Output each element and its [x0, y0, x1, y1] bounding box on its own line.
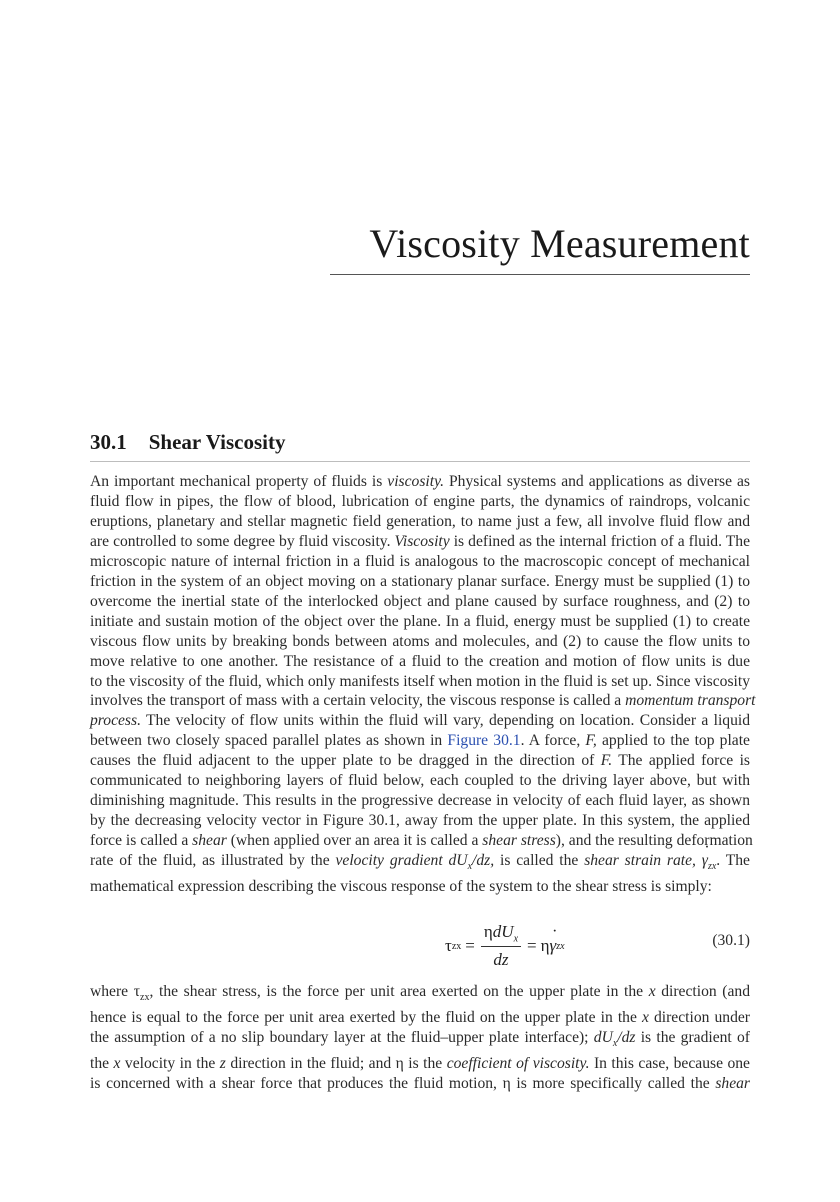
equation-30-1: [90, 918, 750, 968]
text-line: move relative to one another. The resistance of a fluid to the creation and motion of flow units is due: [90, 652, 750, 670]
figure-link[interactable]: Figure 30.1: [447, 732, 521, 750]
text-line: An important mechanical property of fluids is viscosity. Physical systems and applications as diverse as: [90, 473, 750, 490]
text-line: involves the transport of mass with a certain velocity, the viscous response is called a momentum transport: [90, 692, 756, 710]
text-line: causes the fluid adjacent to the upper plate to be dragged in the direction of F. The applied force is: [90, 752, 750, 770]
section-number: 30.1: [90, 430, 127, 454]
equation-number: (30.1): [712, 932, 750, 949]
text-line: microscopic nature of internal friction in a fluid is analogous to the macroscopic concept of mechanical: [90, 552, 750, 570]
equation-fraction: $\frac{\eta dU_x}{dz}$: [481, 922, 521, 970]
text-line: mathematical expression describing the viscous response of the system to the shear stress is simply:: [90, 878, 712, 896]
text-line: process. The velocity of flow units within the fluid will vary, depending on location. Consider a liquid: [90, 712, 750, 730]
text-line: diminishing magnitude. This results in the progressive decrease in velocity of each fluid layer, as shown: [90, 792, 750, 810]
equation-body: τ zx = $\frac{\eta dU_x}{dz}$ = η · γ zx: [445, 922, 565, 970]
section-rule: [90, 461, 750, 462]
chapter-title: Viscosity Measurement: [369, 221, 750, 266]
text-line: friction in the system of an object moving on a stationary planar surface. Energy must be supplied (1) to: [90, 572, 750, 590]
text-line: is concerned with a shear force that produces the fluid motion, η is more specifically called the shear: [90, 1075, 750, 1093]
body-paragraph-1: [90, 472, 756, 897]
body-paragraph-2: [90, 982, 750, 1094]
text-line: rate of the fluid, as illustrated by the velocity gradient $dU_x/dz$, is called the shear strain rate, · $\gamma_{zx}$. The: [90, 851, 750, 877]
text-line: are controlled to some degree by fluid viscosity. Viscosity is defined as the internal friction of a fluid. The: [90, 532, 750, 550]
text-line: the assumption of a no slip boundary layer at the fluid–upper plate interface); $dU_x/dz$ is the gradient of: [90, 1029, 750, 1050]
text-line: initiate and sustain motion of the object over the plane. In a fluid, energy must be supplied (1) to create: [90, 612, 750, 630]
text-line: force is called a shear (when applied over an area it is called a shear stress), and the resulting deformation: [90, 832, 753, 850]
text-line: to the viscosity of the fluid, which only manifests itself when motion in the fluid is set up. Since viscosity: [90, 672, 750, 690]
text-line: overcome the inertial state of the interlocked object and plane caused by surface roughness, and (2) to: [90, 592, 750, 610]
text-line: the x velocity in the z direction in the fluid; and η is the coefficient of viscosity. In this case, because one: [90, 1055, 750, 1073]
section-heading: [90, 430, 285, 455]
text-line: eruptions, planetary and stellar magnetic field generation, to name just a few, all involve fluid flow and: [90, 512, 750, 530]
text-line: where $\tau_{zx}$, the shear stress, is the force per unit area exerted on the upper plate in the x direction (and: [90, 983, 750, 1004]
section-title: Shear Viscosity: [148, 430, 286, 454]
text-line: communicated to neighboring layers of fluid below, each coupled to the driving layer above, but with: [90, 772, 750, 790]
text-line: by the decreasing velocity vector in Figure 30.1, away from the upper plate. In this system, the applied: [90, 812, 750, 830]
text-line: viscous flow units by breaking bonds between atoms and molecules, and (2) to cause the flow units to: [90, 632, 750, 650]
text-line: fluid flow in pipes, the flow of blood, lubrication of engine parts, the dynamics of raindrops, volcanic: [90, 492, 750, 510]
title-rule: [330, 274, 750, 275]
text-line: between two closely spaced parallel plates as shown in Figure 30.1. A force, F, applied to the top plate: [90, 732, 750, 750]
text-line: hence is equal to the force per unit area exerted by the fluid on the upper plate in the x direction under: [90, 1009, 750, 1027]
